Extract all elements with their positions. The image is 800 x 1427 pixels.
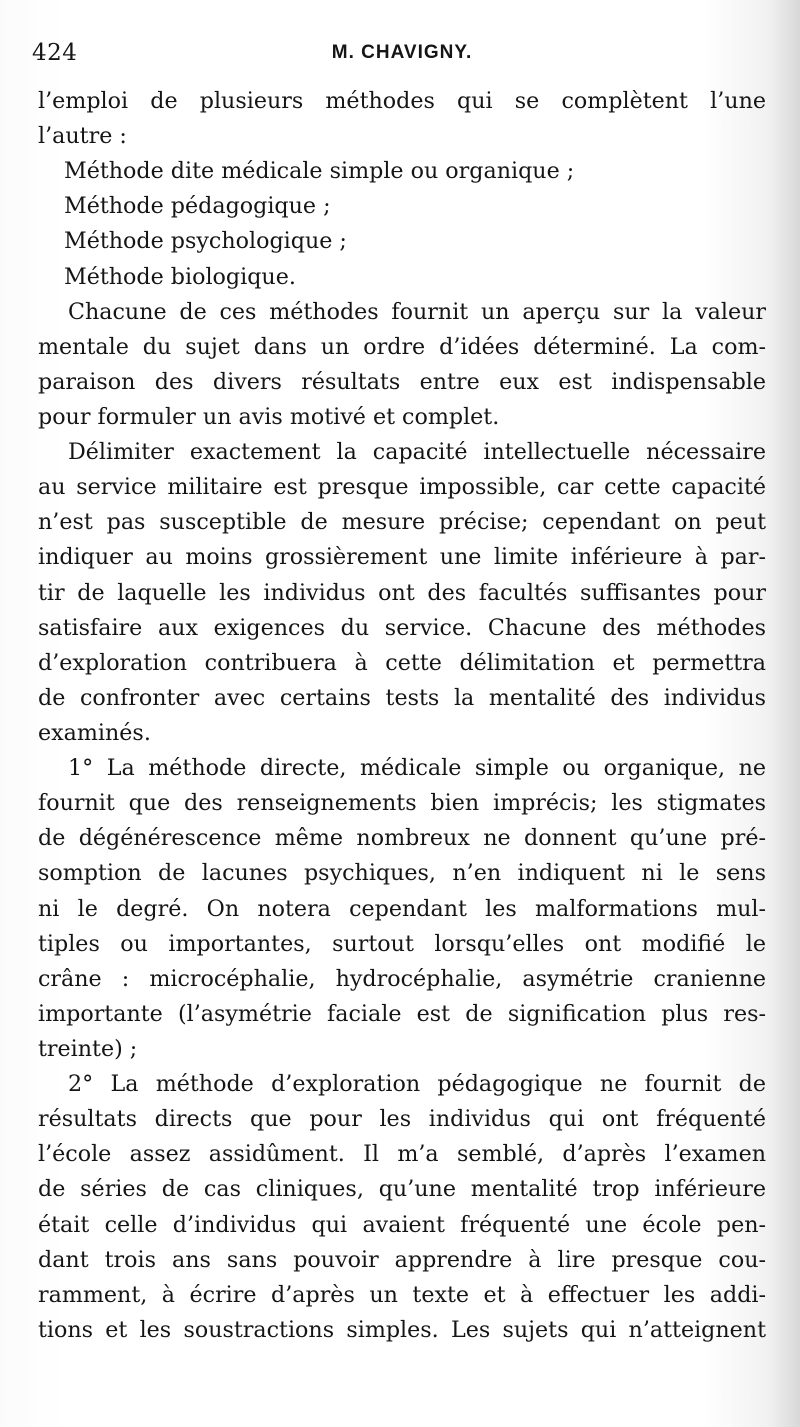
text-line: satisfaire aux exigences du service. Chacune des méthodes (38, 614, 766, 641)
text-line: de séries de cas cliniques, qu’une mentalité trop inférieure (38, 1176, 766, 1203)
list-item: Méthode psychologique ; (64, 228, 347, 255)
text-line: ni le degré. On notera cependant les malformations mul- (38, 895, 766, 922)
list-item: Méthode biologique. (64, 263, 296, 290)
text-line: Délimiter exactement la capacité intellectuelle nécessaire (68, 439, 766, 466)
body-text (38, 84, 766, 1348)
text-line: tiples ou importantes, surtout lorsqu’elles ont modifié le (38, 930, 766, 957)
text-line: tions et les soustractions simples. Les sujets qui n’atteignent (38, 1316, 766, 1343)
text-line: d’exploration contribuera à cette délimitation et permettra (38, 649, 766, 676)
text-line: fournit que des renseignements bien imprécis; les stigmates (38, 790, 766, 817)
text-line: Chacune de ces méthodes fournit un aperçu sur la valeur (68, 298, 766, 325)
list-item: Méthode pédagogique ; (64, 193, 331, 220)
text-line: était celle d’individus qui avaient fréquenté une école pen- (38, 1211, 766, 1238)
text-line: indiquer au moins grossièrement une limite inférieure à par- (38, 544, 766, 571)
text-line: crâne : microcéphalie, hydrocéphalie, asymétrie cranienne (38, 965, 766, 992)
list-item: Méthode dite médicale simple ou organique ; (64, 158, 575, 185)
text-line: mentale du sujet dans un ordre d’idées déterminé. La com- (38, 333, 766, 360)
text-line: ramment, à écrire d’après un texte et à effectuer les addi- (38, 1281, 766, 1308)
text-line: au service militaire est presque impossible, car cette capacité (38, 474, 766, 501)
text-line: pour formuler un avis motivé et complet. (38, 403, 500, 430)
text-line: l’école assez assidûment. Il m’a semblé, d’après l’examen (38, 1141, 766, 1168)
running-head: M. CHAVIGNY. (331, 42, 473, 63)
text-line: paraison des divers résultats entre eux est indispensable (38, 368, 766, 395)
text-line: 1° La méthode directe, médicale simple ou organique, ne (68, 755, 766, 782)
text-line: tir de laquelle les individus ont des facultés suffisantes pour (38, 579, 766, 606)
text-line: somption de lacunes psychiques, n’en indiquent ni le sens (38, 860, 766, 887)
text-line: l’emploi de plusieurs méthodes qui se complètent l’une (38, 88, 766, 114)
text-line: treinte) ; (38, 1035, 138, 1062)
page-number: 424 (32, 40, 78, 66)
text-line: de dégénérescence même nombreux ne donnent qu’une pré- (38, 825, 766, 852)
text-line: n’est pas susceptible de mesure précise; cependant on peut (38, 509, 766, 536)
text-line: résultats directs que pour les individus qui ont fréquenté (38, 1106, 766, 1133)
page-header (32, 40, 772, 76)
text-line: importante (l’asymétrie faciale est de signification plus res- (38, 1000, 766, 1027)
text-line: examinés. (38, 719, 151, 746)
text-line: de confronter avec certains tests la mentalité des individus (38, 684, 766, 711)
text-line: l’autre : (38, 123, 127, 150)
text-line: dant trois ans sans pouvoir apprendre à lire presque cou- (38, 1246, 766, 1273)
text-line: 2° La méthode d’exploration pédagogique ne fournit de (68, 1071, 766, 1098)
